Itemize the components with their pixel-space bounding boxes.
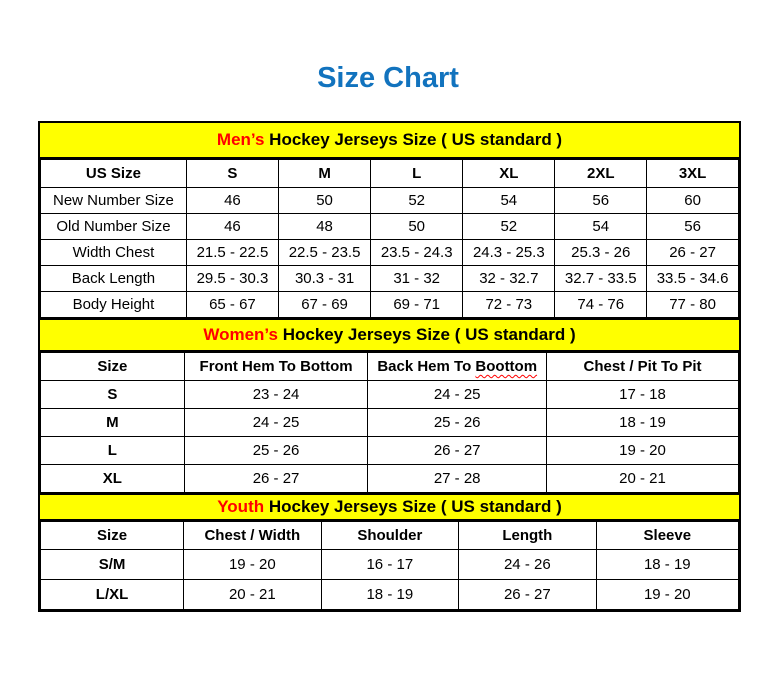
cell: 26 - 27	[184, 465, 368, 493]
row-label: New Number Size	[41, 188, 187, 214]
cell: 24 - 26	[459, 550, 597, 580]
cell: 54	[555, 214, 647, 240]
cell: 56	[647, 214, 739, 240]
cell: 19 - 20	[596, 580, 738, 610]
table-row	[41, 381, 739, 409]
table-row	[41, 188, 739, 214]
cell: 20 - 21	[547, 465, 739, 493]
size-table	[40, 352, 739, 493]
cell: 27 - 28	[368, 465, 547, 493]
cell: 19 - 20	[184, 550, 322, 580]
cell: 17 - 18	[547, 381, 739, 409]
cell: 31 - 32	[371, 266, 463, 292]
cell: 56	[555, 188, 647, 214]
table-row	[41, 465, 739, 493]
table-row	[41, 240, 739, 266]
column-header: Length	[459, 522, 597, 550]
column-header: Chest / Pit To Pit	[547, 353, 739, 381]
row-label: Body Height	[41, 292, 187, 318]
column-header: Front Hem To Bottom	[184, 353, 368, 381]
cell: 29.5 - 30.3	[186, 266, 278, 292]
cell: 50	[279, 188, 371, 214]
cell: 46	[186, 188, 278, 214]
column-header: Sleeve	[596, 522, 738, 550]
table-section	[40, 318, 739, 493]
cell: 22.5 - 23.5	[279, 240, 371, 266]
cell: 21.5 - 22.5	[186, 240, 278, 266]
row-label: L	[41, 437, 185, 465]
cell: 25.3 - 26	[555, 240, 647, 266]
column-header: US Size	[41, 160, 187, 188]
size-table	[40, 521, 739, 610]
table-section	[40, 493, 739, 610]
cell: 54	[463, 188, 555, 214]
row-label: S	[41, 381, 185, 409]
column-header: Size	[41, 353, 185, 381]
row-label: Width Chest	[41, 240, 187, 266]
cell: 60	[647, 188, 739, 214]
cell: 18 - 19	[321, 580, 459, 610]
cell: 23 - 24	[184, 381, 368, 409]
cell: 25 - 26	[184, 437, 368, 465]
cell: 26 - 27	[368, 437, 547, 465]
table-row	[41, 214, 739, 240]
cell: 32 - 32.7	[463, 266, 555, 292]
section-title-highlight: Men’s	[216, 130, 265, 149]
row-label: S/M	[41, 550, 184, 580]
cell: 32.7 - 33.5	[555, 266, 647, 292]
cell: 69 - 71	[371, 292, 463, 318]
cell: 26 - 27	[459, 580, 597, 610]
cell: 18 - 19	[596, 550, 738, 580]
section-band	[40, 493, 739, 521]
cell: 77 - 80	[647, 292, 739, 318]
row-label: M	[41, 409, 185, 437]
cell: 74 - 76	[555, 292, 647, 318]
section-title-highlight: Women’s	[203, 325, 278, 344]
section-title-text: Hockey Jerseys Size ( US standard )	[264, 497, 562, 516]
cell: 52	[371, 188, 463, 214]
cell: 24.3 - 25.3	[463, 240, 555, 266]
row-label: XL	[41, 465, 185, 493]
cell: 26 - 27	[647, 240, 739, 266]
section-band	[40, 123, 739, 159]
header-row	[41, 160, 739, 188]
cell: 19 - 20	[547, 437, 739, 465]
cell: 30.3 - 31	[279, 266, 371, 292]
section-title-highlight: Youth	[217, 497, 265, 516]
cell: 52	[463, 214, 555, 240]
header-row	[41, 353, 739, 381]
column-header: 3XL	[647, 160, 739, 188]
cell: 16 - 17	[321, 550, 459, 580]
cell: 20 - 21	[184, 580, 322, 610]
cell: 65 - 67	[186, 292, 278, 318]
section-title-text: Hockey Jerseys Size ( US standard )	[264, 130, 563, 149]
cell: 25 - 26	[368, 409, 547, 437]
row-label: Back Length	[41, 266, 187, 292]
column-header: S	[186, 160, 278, 188]
row-label: Old Number Size	[41, 214, 187, 240]
column-header: XL	[463, 160, 555, 188]
cell: 24 - 25	[368, 381, 547, 409]
cell: 23.5 - 24.3	[371, 240, 463, 266]
table-row	[41, 580, 739, 610]
table-row	[41, 266, 739, 292]
section-title-text: Hockey Jerseys Size ( US standard )	[277, 325, 576, 344]
column-header: 2XL	[555, 160, 647, 188]
cell: 24 - 25	[184, 409, 368, 437]
cell: 48	[279, 214, 371, 240]
column-header: L	[371, 160, 463, 188]
column-header: Chest / Width	[184, 522, 322, 550]
cell: 18 - 19	[547, 409, 739, 437]
cell: 46	[186, 214, 278, 240]
column-header: Size	[41, 522, 184, 550]
header-row	[41, 522, 739, 550]
cell: 67 - 69	[279, 292, 371, 318]
table-row	[41, 437, 739, 465]
cell: 33.5 - 34.6	[647, 266, 739, 292]
section-band	[40, 318, 739, 352]
size-chart-tables	[38, 121, 741, 612]
table-row	[41, 292, 739, 318]
table-row	[41, 409, 739, 437]
cell: 50	[371, 214, 463, 240]
table-row	[41, 550, 739, 580]
table-section	[40, 123, 739, 318]
cell: 72 - 73	[463, 292, 555, 318]
page-title: Size Chart	[317, 62, 459, 94]
misspelled-word: Boottom	[475, 358, 538, 375]
row-label: L/XL	[41, 580, 184, 610]
size-table	[40, 159, 739, 318]
column-header: M	[279, 160, 371, 188]
column-header: Shoulder	[321, 522, 459, 550]
column-header: Back Hem To Boottom	[368, 353, 547, 381]
